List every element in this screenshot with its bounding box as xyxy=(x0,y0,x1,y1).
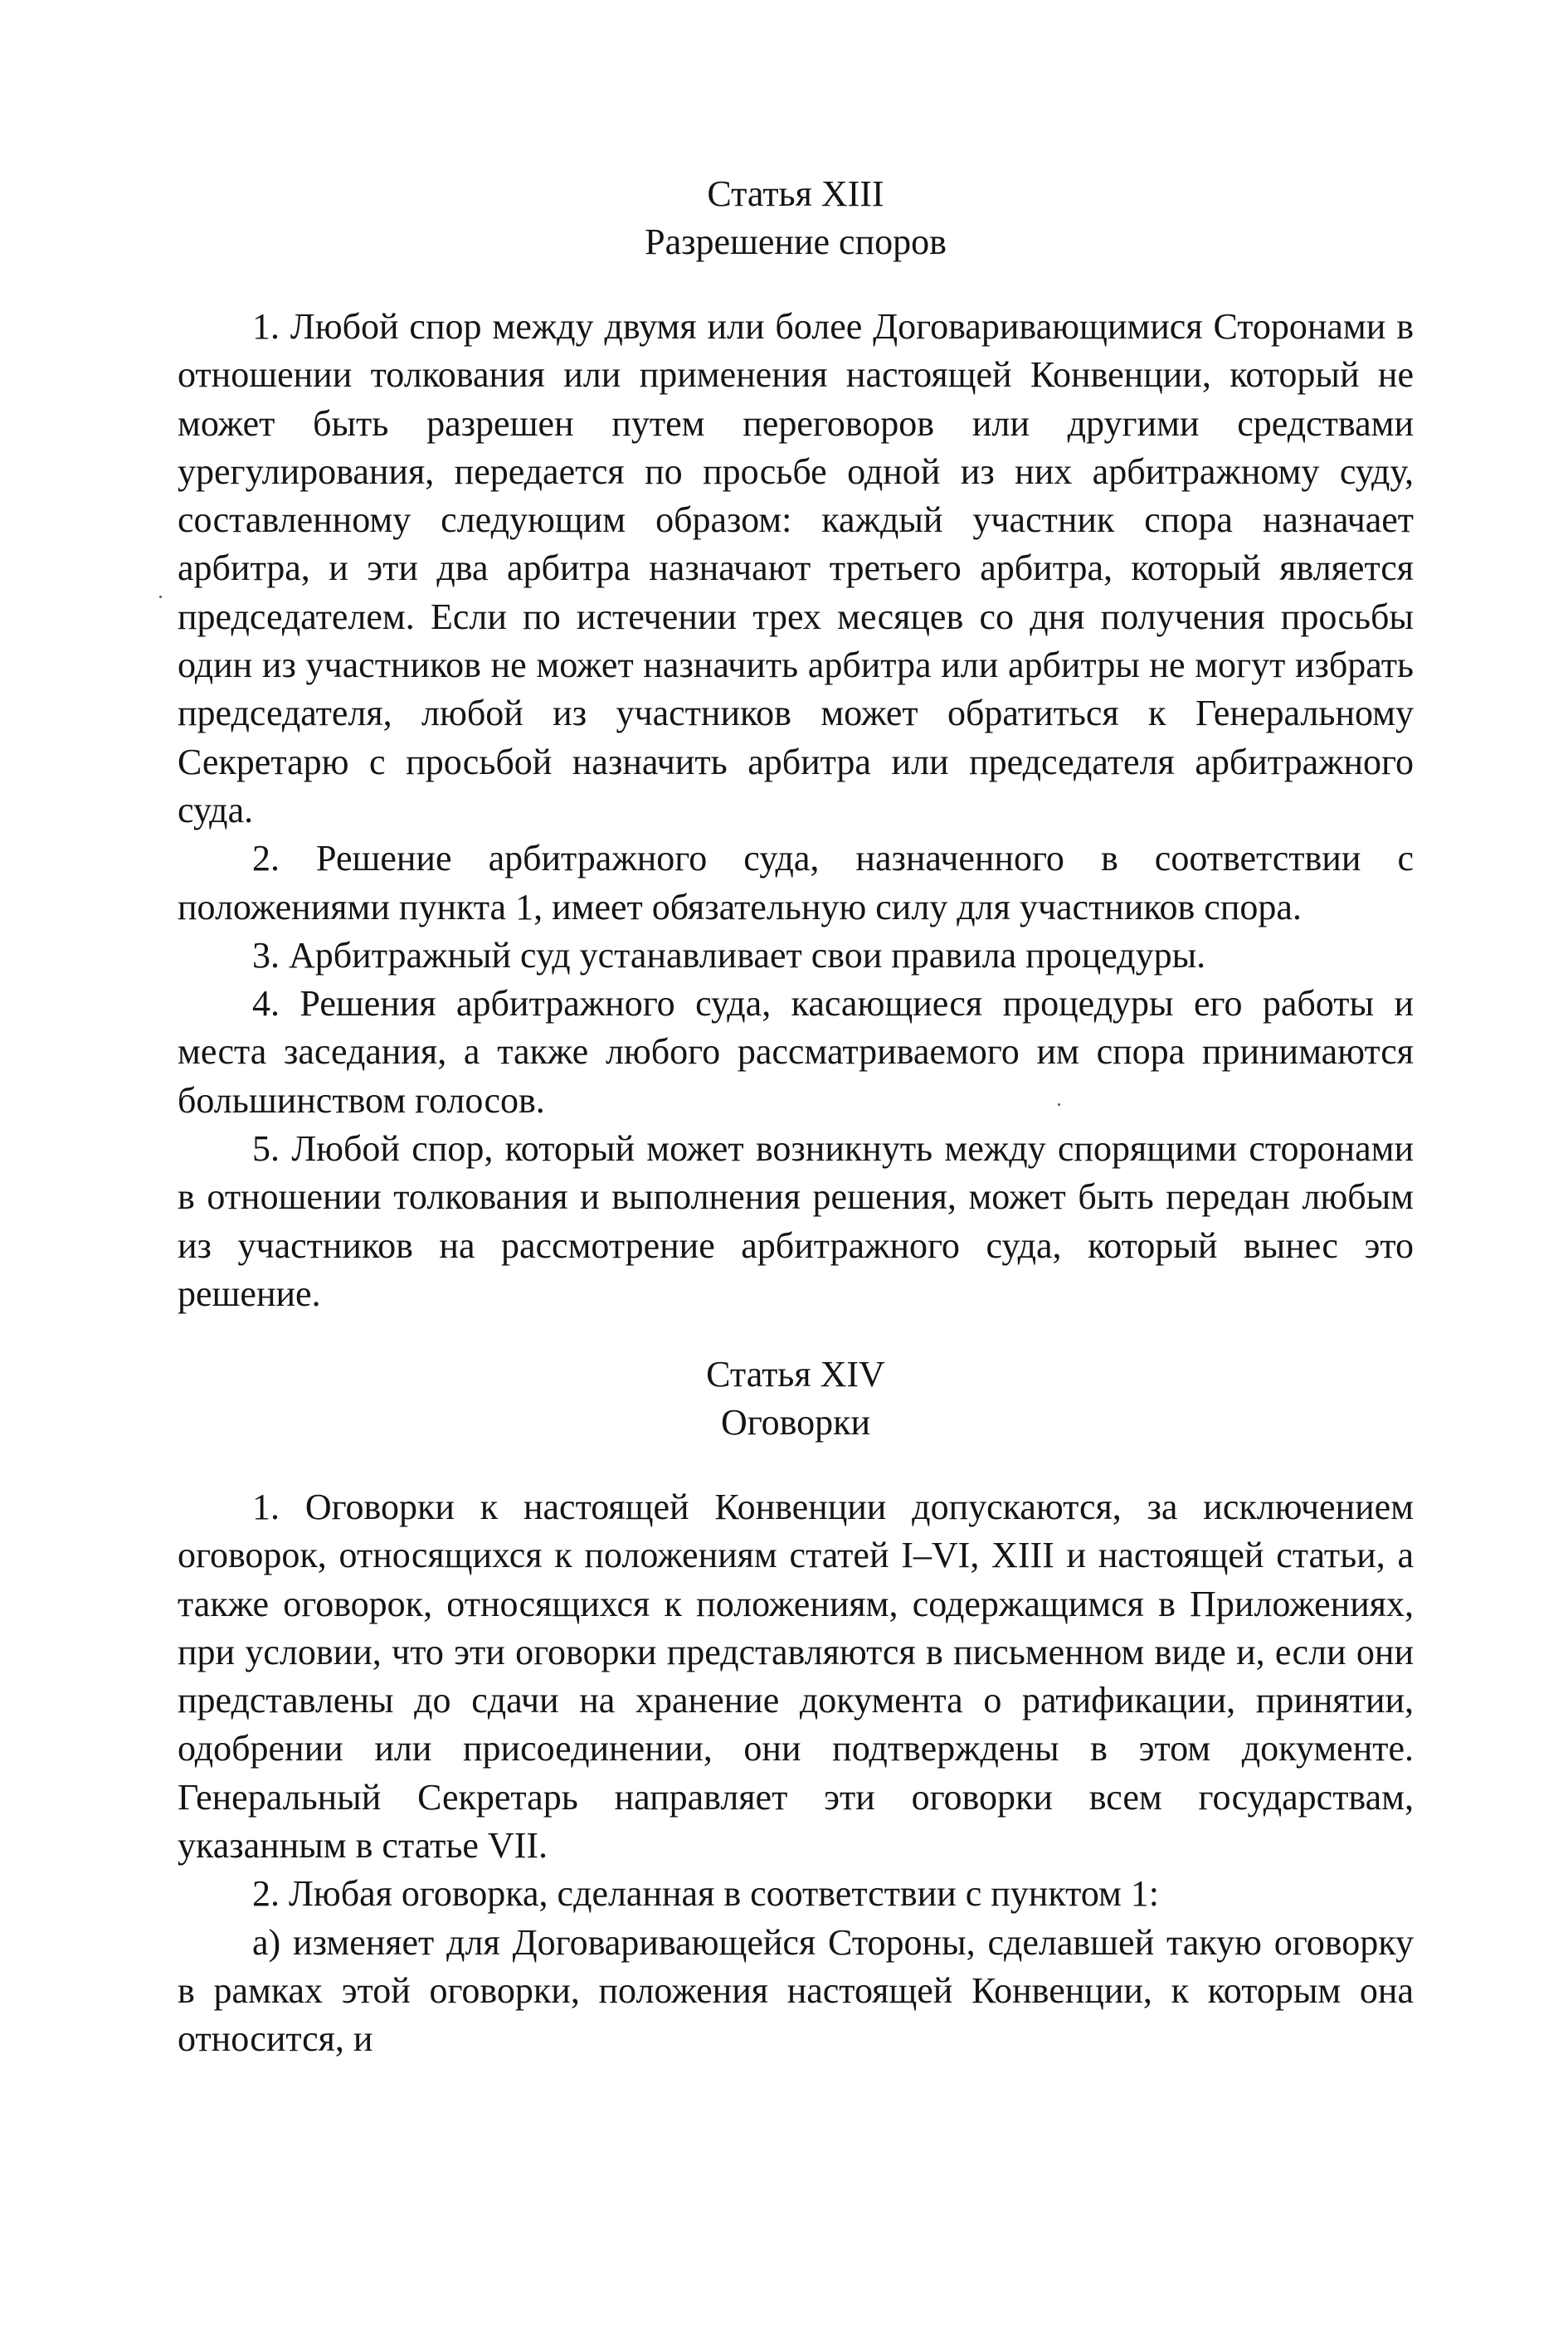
article-14-paragraph-3: а) изменяет для Договаривающейся Стороны, сделавшей такую оговорку в рамках этой оговорки, положения настоящей Конвенции, к которым она относится, и xyxy=(178,1921,1414,2060)
article-13-heading xyxy=(178,170,1414,266)
article-13-number-title: Статья XIII xyxy=(707,173,884,214)
article-14 xyxy=(178,1351,1414,2064)
article-14-paragraph-1: 1. Оговорки к настоящей Конвенции допускаются, за исключением оговорок, относящихся к положениям статей I–VI, XIII и настоящей статьи, а также оговорок, относящихся к положениям, содержащимся в Приложениях, при условии, что эти оговорки представляются в письменном виде и, если они представлены до сдачи на хранение документа о ратификации, принятии, одобрении или присоединении, они подтверждены в этом документе. Генеральный Секретарь направляет эти оговорки всем государствам, указанным в статье VII. xyxy=(178,1487,1414,1867)
article-13-paragraph-2: 2. Решение арбитражного суда, назначенного в соответствии с положениями пункта 1, имеет обязательную силу для участников спора. xyxy=(178,838,1414,927)
article-13-paragraph-5: 5. Любой спор, который может возникнуть между спорящими сторонами в отношении толкования и выполнения решения, может быть передан любым из участников на рассмотрение арбитражного суда, который вынес это решение. xyxy=(178,1128,1414,1314)
article-14-number-title: Статья XIV xyxy=(706,1354,885,1395)
article-13-paragraph-4: 4. Решения арбитражного суда, касающиеся процедуры его работы и места заседания, а также любого рассматриваемого им спора принимаются большинством голосов. xyxy=(178,983,1414,1121)
article-13-paragraph-1: 1. Любой спор между двумя или более Договаривающимися Сторонами в отношении толкования или применения настоящей Конвенции, который не может быть разрешен путем переговоров или другими средствами урегулирования, передается по просьбе одной из них арбитражному суду, составленному следующим образом: каждый участник спора назначает арбитра, и эти два арбитра назначают третьего арбитра, который является председателем. Если по истечении трех месяцев со дня получения просьбы один из участников не может назначить арбитра или арбитры не могут избрать председателя, любой из участников может обратиться к Генеральному Секретарю с просьбой назначить арбитра или председателя арбитражного суда. xyxy=(178,306,1414,830)
article-13-subject-title: Разрешение споров xyxy=(645,221,947,262)
article-13 xyxy=(178,170,1414,1318)
scan-speck xyxy=(1058,1103,1060,1106)
article-14-paragraph-2: 2. Любая оговорка, сделанная в соответствии с пунктом 1: xyxy=(252,1873,1160,1915)
scan-speck xyxy=(159,596,162,598)
article-14-heading xyxy=(178,1351,1414,1447)
article-13-paragraph-3: 3. Арбитражный суд устанавливает свои правила процедуры. xyxy=(252,934,1206,976)
article-14-subject-title: Оговорки xyxy=(720,1402,871,1443)
